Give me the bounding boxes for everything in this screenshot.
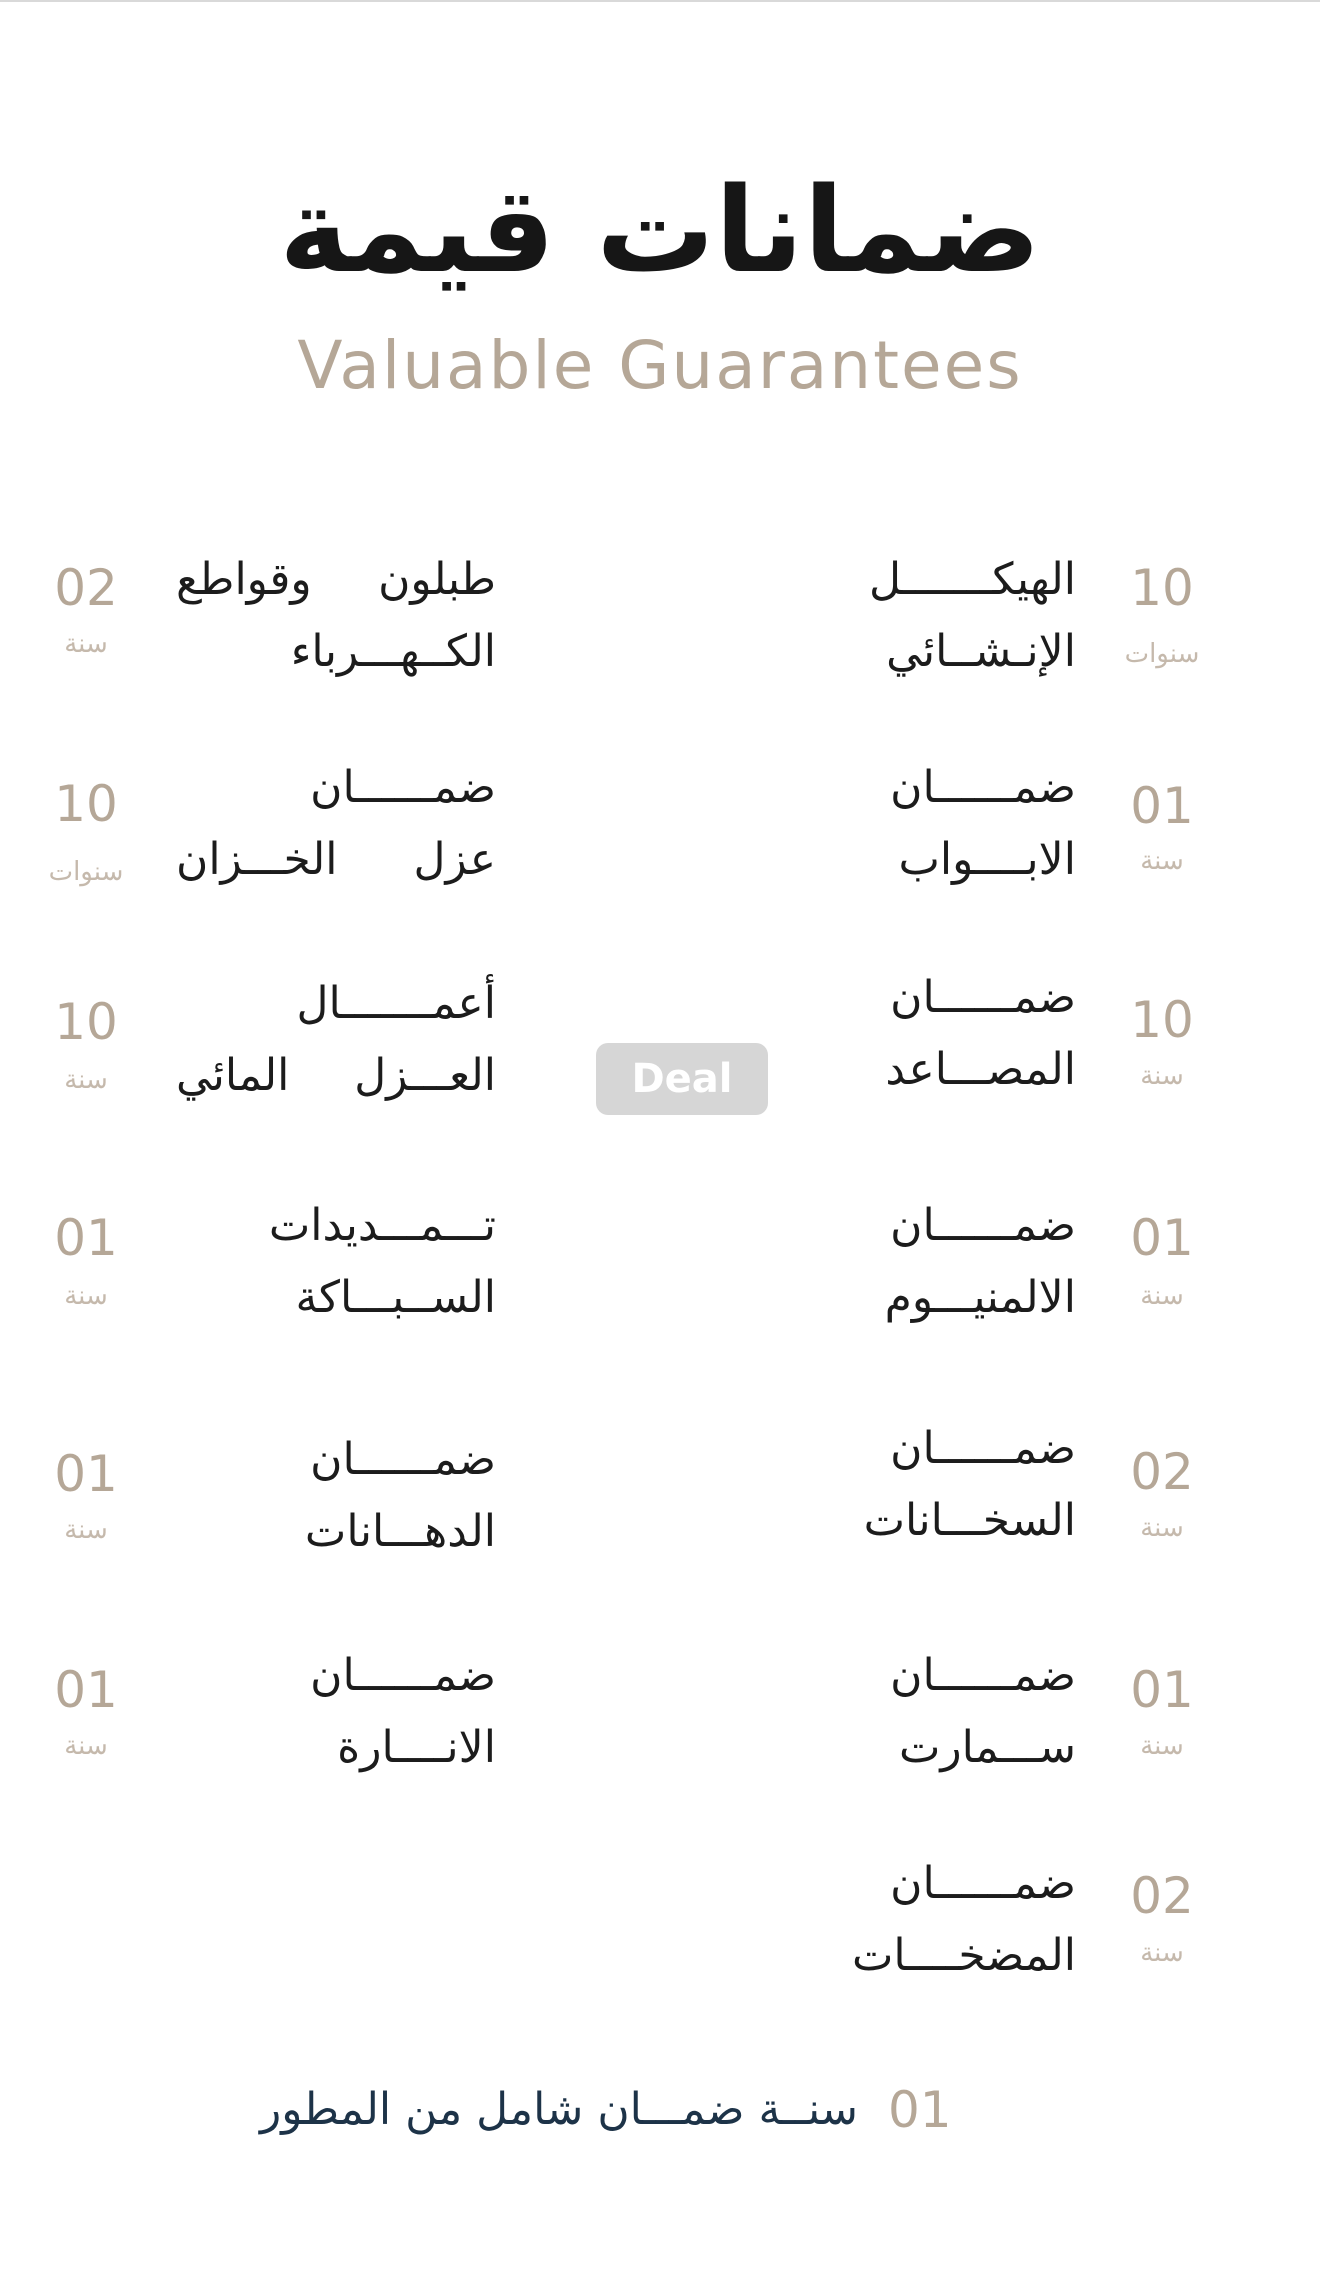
guarantee-label: [176, 1424, 496, 1568]
guarantee-unit: سنة: [1140, 1938, 1184, 1968]
guarantee-label-line2: المصـــاعد: [885, 1044, 1076, 1095]
guarantee-unit: سنوات: [1124, 639, 1200, 669]
page-title: ضمانات قيمة: [279, 161, 1041, 299]
guarantee-unit: سنة: [64, 1731, 108, 1761]
guarantee-label: [756, 1848, 1076, 1992]
guarantee-unit: سنة: [64, 629, 108, 659]
guarantee-label: [176, 752, 496, 896]
guarantee-years: 01: [54, 1661, 118, 1719]
guarantee-label-line1: ضمــــــان: [890, 972, 1076, 1023]
guarantee-label-line1: أعمـــــــال: [296, 978, 496, 1029]
guarantee-label-line2: الالمنيـــوم: [884, 1272, 1076, 1323]
guarantee-unit: سنة: [64, 1065, 108, 1095]
guarantee-label-line2: عزل الخـــزان: [176, 834, 496, 885]
guarantee-years: 02: [1130, 1443, 1194, 1501]
guarantee-label-line2: ســـمارت: [898, 1722, 1076, 1773]
guarantee-label: [176, 1190, 496, 1334]
footer-text: سنــة ضمـــان شامل من المطور: [260, 2084, 859, 2135]
guarantee-label: [756, 1413, 1076, 1557]
guarantee-years: 01: [1130, 1209, 1194, 1267]
guarantee-label: [756, 544, 1076, 688]
guarantee-label-line1: ضمــــــان: [890, 762, 1076, 813]
guarantee-label: [756, 1190, 1076, 1334]
guarantee-label-line1: ضمــــــان: [890, 1858, 1076, 1909]
guarantee-years: 01: [54, 1445, 118, 1503]
guarantee-label: [176, 544, 496, 688]
guarantee-unit: سنة: [1140, 1513, 1184, 1543]
guarantee-label-line1: تـــمـــديدات: [268, 1200, 496, 1251]
guarantee-unit: سنة: [1140, 846, 1184, 876]
top-divider: [0, 0, 1320, 2]
guarantee-unit: سنة: [64, 1515, 108, 1545]
footer-years: 01: [888, 2081, 952, 2139]
guarantee-label-line2: الســبـــاكة: [295, 1272, 496, 1323]
guarantee-unit: سنة: [64, 1281, 108, 1311]
guarantee-unit: سنوات: [48, 857, 124, 887]
footer-banner: [240, 2070, 960, 2150]
guarantee-label-line1: ضمــــــان: [310, 1650, 496, 1701]
guarantee-unit: سنة: [1140, 1281, 1184, 1311]
guarantee-label-line1: الهيكـــــــل: [868, 554, 1076, 605]
guarantee-years: 01: [1130, 1661, 1194, 1719]
guarantee-label-line2: السخـــانات: [863, 1495, 1076, 1546]
guarantee-label-line1: ضمــــــان: [890, 1200, 1076, 1251]
guarantee-label-line2: المضخــــات: [851, 1930, 1076, 1981]
guarantee-years: 01: [1130, 777, 1194, 835]
watermark-logo: Deal: [596, 1043, 768, 1115]
guarantee-years: 10: [1130, 559, 1194, 617]
guarantee-unit: سنة: [1140, 1731, 1184, 1761]
guarantee-label-line1: ضمــــــان: [310, 1434, 496, 1485]
guarantee-label: [756, 962, 1076, 1106]
guarantee-label-line1: طبلون وقواطع: [176, 554, 496, 605]
guarantee-years: 01: [54, 1209, 118, 1267]
guarantee-label-line1: ضمــــــان: [890, 1423, 1076, 1474]
guarantee-unit: سنة: [1140, 1061, 1184, 1091]
guarantee-label: [756, 1640, 1076, 1784]
guarantee-label-line2: الانــــارة: [337, 1722, 496, 1773]
guarantee-label-line2: الكــهـــرباء: [290, 626, 496, 677]
guarantee-label-line2: الإنـشــائي: [886, 626, 1076, 677]
guarantee-years: 02: [54, 559, 118, 617]
guarantee-label: [756, 752, 1076, 896]
page-subtitle: Valuable Guarantees: [297, 327, 1023, 404]
guarantee-label-line1: ضمــــــان: [890, 1650, 1076, 1701]
guarantee-label-line2: العـــزل المائي: [176, 1050, 496, 1101]
guarantee-label-line2: الدهـــانات: [304, 1506, 496, 1557]
guarantee-label: [176, 1640, 496, 1784]
guarantee-years: 10: [54, 775, 118, 833]
guarantee-label-line1: ضمــــــان: [310, 762, 496, 813]
guarantee-label: [176, 968, 496, 1112]
guarantee-years: 10: [54, 993, 118, 1051]
guarantee-years: 02: [1130, 1867, 1194, 1925]
guarantee-years: 10: [1130, 991, 1194, 1049]
guarantee-label-line2: الابــــواب: [898, 834, 1076, 885]
